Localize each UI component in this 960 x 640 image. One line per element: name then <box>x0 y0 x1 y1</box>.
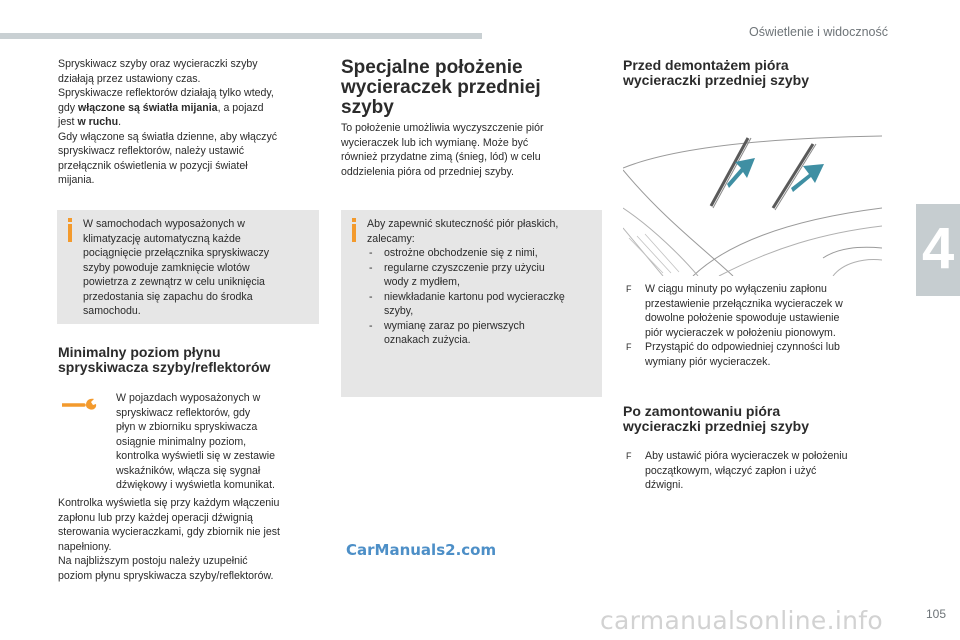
text-line: dźwiękowy i wyświetla komunikat. <box>116 479 275 491</box>
info-icon <box>63 218 85 242</box>
before-removal-steps <box>623 282 885 369</box>
text-line: Spryskiwacze reflektorów działają tylko wtedy, <box>58 87 274 99</box>
heading-line: szyby <box>341 97 394 118</box>
section-title: Oświetlenie i widoczność <box>749 25 888 39</box>
info-text <box>367 217 590 348</box>
heading-line: wycieraczek przedniej <box>341 77 541 98</box>
heading-line: Minimalny poziom płynu <box>58 344 221 360</box>
bullet-icon: F <box>626 284 632 294</box>
text-line: mijania. <box>58 174 95 186</box>
text-line: Spryskiwacz szyby oraz wycieraczki szyby <box>58 58 258 70</box>
watermark-carmanualsonline: carmanualsonline.info <box>600 606 883 635</box>
text-line: wycieraczek lub ich wymianę. Może być <box>341 136 529 149</box>
bullet-icon: F <box>626 451 632 461</box>
text-line: wskaźników, włącza się sygnał <box>116 464 261 477</box>
text-line: działają przez ustawiony czas. <box>58 72 201 85</box>
list-item: F Aby ustawić pióra wycieraczek w położeniu początkowym, włączyć zapłon i użyć dźwigni. <box>626 450 848 491</box>
heading-line: Po zamontowaniu pióra <box>623 403 781 419</box>
wrench-note <box>116 391 321 493</box>
heading-line: Przed demontażem pióra <box>623 57 789 73</box>
text-line: zalecamy: <box>367 232 415 245</box>
heading-special-position <box>341 58 601 118</box>
after-mounting-steps <box>623 449 885 493</box>
text-line: Gdy włączone są światła dzienne, aby włączyć <box>58 130 278 143</box>
text-line: jest w ruchu. <box>58 116 122 128</box>
heading-line: wycieraczki przedniej szyby <box>623 418 809 434</box>
heading-after-mounting <box>623 404 893 434</box>
text-line: Na najbliższym postoju należy uzupełnić <box>58 555 248 567</box>
heading-min-fluid <box>58 345 328 375</box>
watermark-carmanuals2: CarManuals2.com <box>346 541 497 559</box>
text-line: szyby powoduje zamknięcie wlotów <box>83 261 250 274</box>
intro-paragraph <box>58 57 320 188</box>
text-line: Aby zapewnić skuteczność piór płaskich, <box>367 218 559 230</box>
text-line: przełącznik oświetlenia w pozycji świateł <box>58 159 248 172</box>
heading-line: Specjalne położenie <box>341 57 523 78</box>
bottom-paragraph <box>58 496 328 583</box>
windshield-wiper-illustration <box>623 108 882 276</box>
text-line: W pojazdach wyposażonych w <box>116 392 261 404</box>
info-box-climate <box>57 210 319 324</box>
list-item: - wymianę zaraz po pierwszych oznakach zużycia. <box>367 319 590 348</box>
list-item: - regularne czyszczenie przy użyciu wody z mydłem, <box>367 261 590 290</box>
text-line: W samochodach wyposażonych w <box>83 218 245 230</box>
text-line: Kontrolka wyświetla się przy każdym włączeniu <box>58 497 280 509</box>
info-icon <box>347 218 369 242</box>
text-line: poziom płynu spryskiwacza szyby/reflektorów. <box>58 569 274 582</box>
info-text <box>83 217 307 319</box>
wrench-icon <box>62 397 100 411</box>
chapter-tab <box>916 204 960 296</box>
text-line: sterowania wycieraczkami, gdy zbiornik nie jest <box>58 526 280 538</box>
heading-line: wycieraczki przedniej szyby <box>623 72 809 88</box>
bullet-icon: F <box>626 342 632 352</box>
text-line: samochodu. <box>83 305 141 317</box>
heading-line: spryskiwacza szyby/reflektorów <box>58 359 271 375</box>
text-line: pociągnięcie przełącznika spryskiwaczy <box>83 247 270 259</box>
special-intro <box>341 121 601 179</box>
text-line: osiągnie minimalny poziom, <box>116 435 247 448</box>
list-item: F Przystąpić do odpowiedniej czynności lub wymiany piór wycieraczek. <box>626 341 840 368</box>
list-item: F W ciągu minuty po wyłączeniu zapłonu przestawienie przełącznika wycieraczek w dowolne położenie spowoduje ustawienie piór wycieraczek w położeniu pionowym. <box>626 283 843 339</box>
text-line: przedostania się zapachu do środka <box>83 290 253 303</box>
text-line: gdy włączone są światła mijania, a pojazd <box>58 101 264 114</box>
recommendation-list <box>367 246 590 348</box>
heading-before-removal <box>623 58 893 88</box>
text-line: spryskiwacz reflektorów, gdy <box>116 406 251 419</box>
text-line: To położenie umożliwia wyczyszczenie piór <box>341 122 544 134</box>
text-line: płyn w zbiorniku spryskiwacza <box>116 421 258 433</box>
text-line: powietrza z zewnątrz w celu uniknięcia <box>83 276 265 288</box>
top-rule <box>0 33 482 39</box>
text-line: również przydatne zimą (śnieg, lód) w celu <box>341 151 541 163</box>
text-line: klimatyzację automatyczną każde <box>83 232 241 245</box>
list-item: - ostrożne obchodzenie się z nimi, <box>367 246 590 261</box>
info-box-flat-blades <box>341 210 602 397</box>
text-line: zapłonu lub przy każdej operacji dźwignią <box>58 511 253 524</box>
text-line: oddzielenia pióra od przedniej szyby. <box>341 165 514 178</box>
text-line: kontrolka wyświetli się w zestawie <box>116 450 275 462</box>
page-number: 105 <box>926 607 947 621</box>
text-line: spryskiwacz reflektorów, należy ustawić <box>58 145 245 157</box>
chapter-number: 4 <box>922 216 955 281</box>
text-line: napełniony. <box>58 540 112 553</box>
list-item: - niewkładanie kartonu pod wycieraczkę szyby, <box>367 290 590 319</box>
